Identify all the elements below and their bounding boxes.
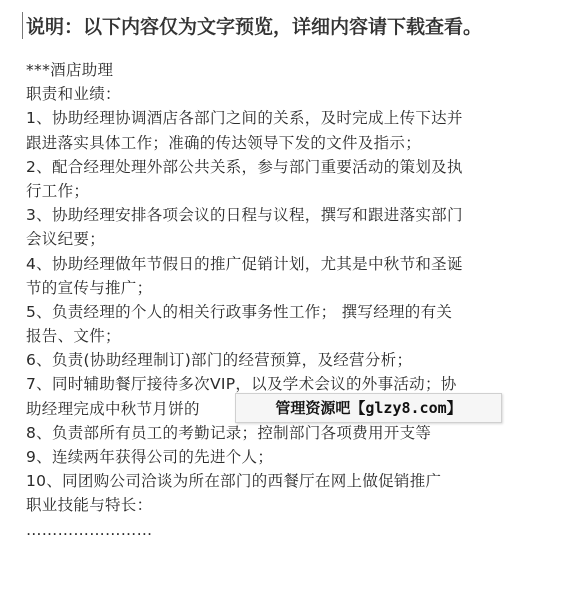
doc-line: 6、负责(协助经理制订)部门的经营预算，及经营分析； <box>26 351 413 370</box>
doc-line: 3、协助经理安排各项会议的日程与议程，撰写和跟进落实部门 <box>26 206 463 225</box>
doc-line: 跟进落实具体工作；准确的传达领导下发的文件及指示； <box>26 133 422 152</box>
doc-line: 10、同团购公司洽谈为所在部门的西餐厅在网上做促销推广 <box>26 472 442 491</box>
doc-line: ***酒店助理 <box>26 61 114 79</box>
doc-line: 1、协助经理协调酒店各部门之间的关系，及时完成上传下达并 <box>26 109 463 128</box>
doc-line: 职责和业绩： <box>26 85 121 104</box>
doc-line: …………………… <box>26 520 153 539</box>
doc-line: 5、负责经理的个人的相关行政事务性工作； 撰写经理的有关 <box>26 302 453 321</box>
doc-line: 职业技能与特长： <box>26 496 153 515</box>
doc-line: 助经理完成中秋节月饼的 <box>26 399 200 418</box>
doc-line: 会议纪要； <box>26 230 106 249</box>
doc-line: 8、负责部所有员工的考勤记录；控制部门各项费用开支等 <box>26 423 432 442</box>
doc-line: 行工作； <box>26 181 90 200</box>
document-body <box>26 58 566 542</box>
doc-line: 节的宣传与推广； <box>26 278 153 297</box>
doc-line: 2、配合经理处理外部公共关系，参与部门重要活动的策划及执 <box>26 157 463 176</box>
doc-line: 9、连续两年获得公司的先进个人； <box>26 448 274 466</box>
doc-line: 4、协助经理做年节假日的推广促销计划，尤其是中秋节和圣诞 <box>26 254 463 273</box>
doc-line: 7、同时辅助餐厅接待多次VIP，以及学术会议的外事活动；协 <box>26 375 457 394</box>
doc-line: 报告、文件； <box>26 327 121 346</box>
preview-notice: 说明：以下内容仅为文字预览，详细内容请下载查看。 <box>22 12 482 39</box>
watermark-banner: 管理资源吧【glzy8.com】 <box>235 393 502 423</box>
